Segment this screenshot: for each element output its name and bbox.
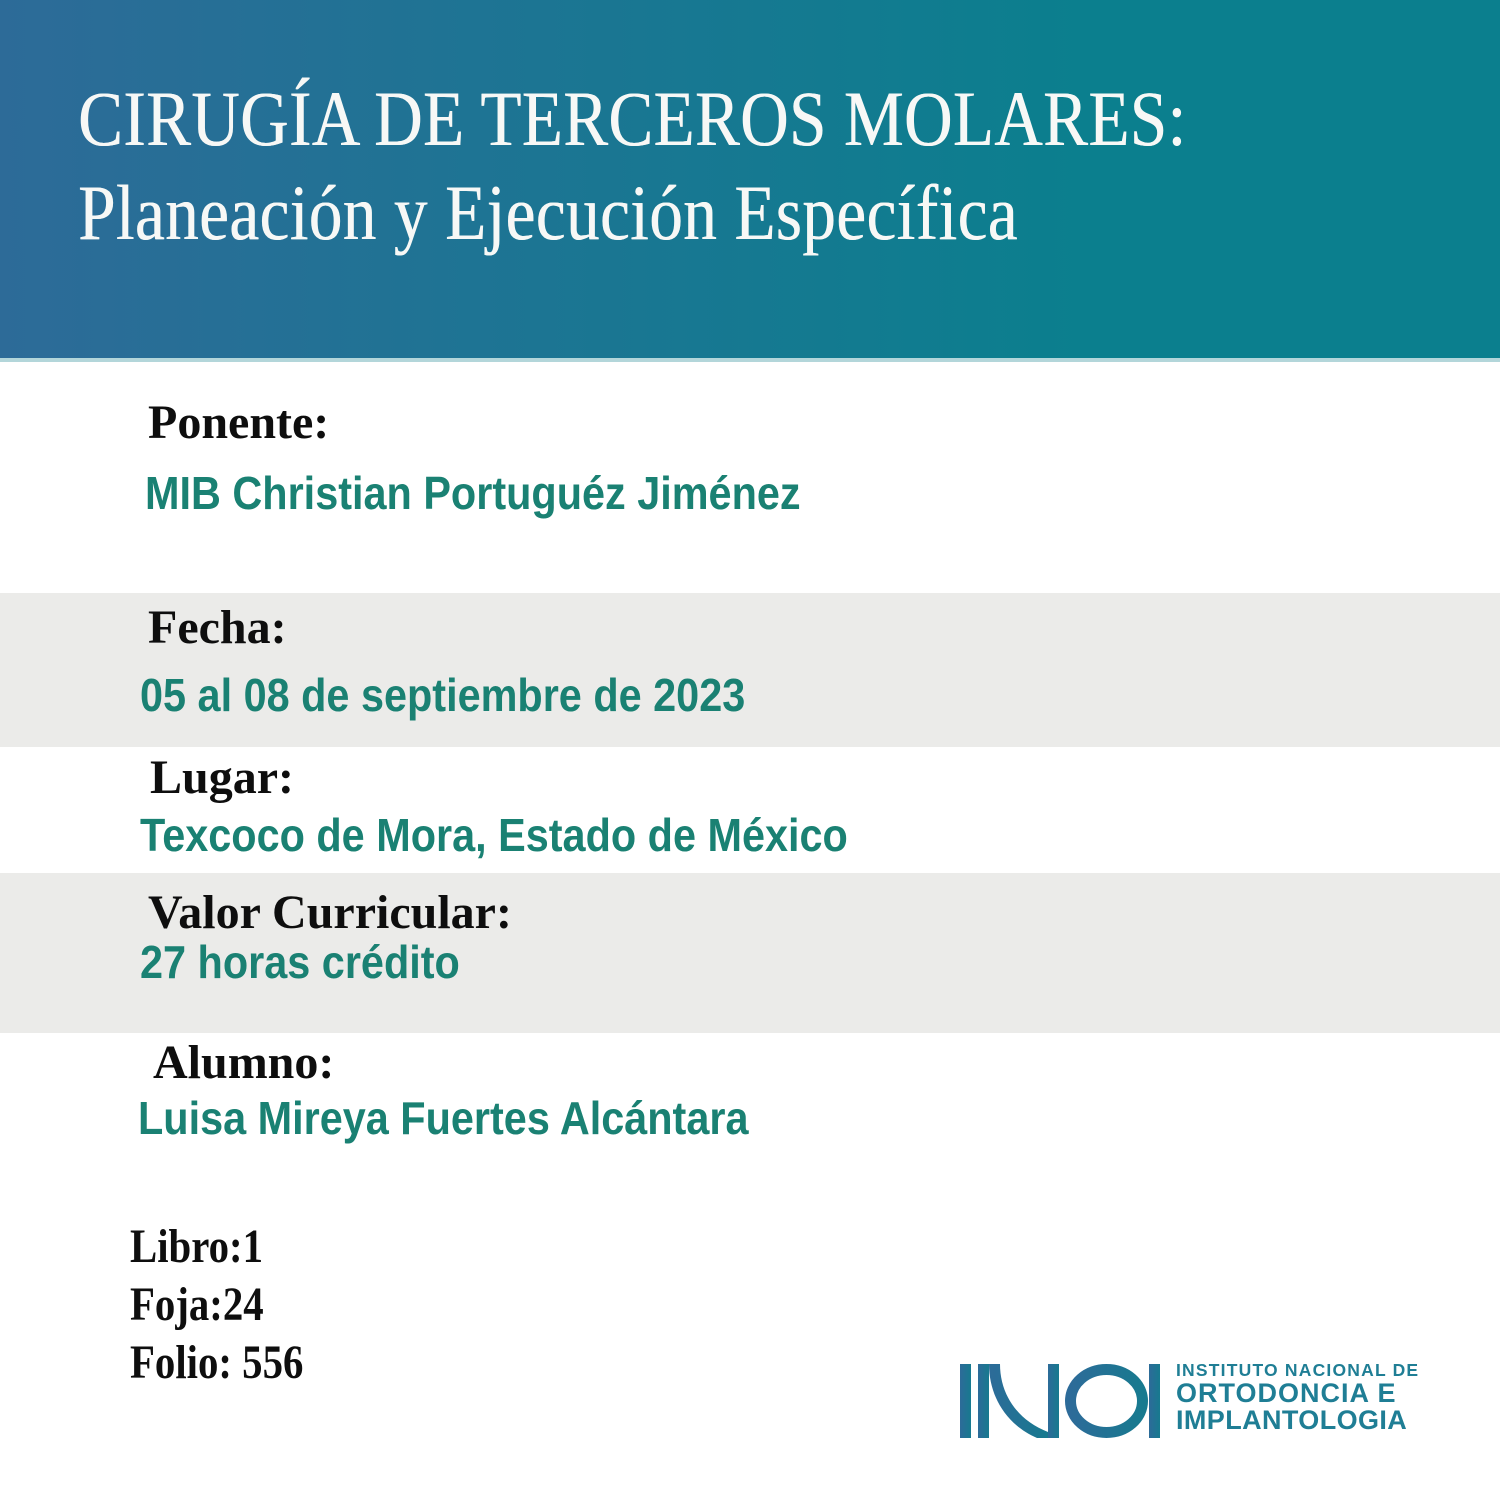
lugar-value: Texcoco de Mora, Estado de México <box>140 809 848 861</box>
ponente-label: Ponente: <box>148 396 330 449</box>
registry-folio: Folio: 556 <box>130 1336 304 1389</box>
course-title <box>78 72 1367 260</box>
course-title-line1: CIRUGÍA DE TERCEROS MOLARES: <box>78 75 1187 162</box>
registry-block <box>130 1218 303 1392</box>
logo-text-line2: ORTODONCIA E <box>1176 1378 1397 1408</box>
inoi-logo <box>960 1361 1419 1438</box>
registry-libro: Libro:1 <box>130 1220 263 1273</box>
inoi-logo-text <box>1176 1361 1419 1434</box>
course-title-line2: Planeación y Ejecución Específica <box>78 169 1018 256</box>
lugar-label: Lugar: <box>150 751 294 804</box>
valor-curricular-value: 27 horas crédito <box>140 936 460 988</box>
banner <box>0 0 1500 362</box>
logo-text-line3: IMPLANTOLOGIA <box>1176 1405 1408 1435</box>
alumno-label: Alumno: <box>153 1036 335 1089</box>
ponente-value: MIB Christian Portuguéz Jiménez <box>145 467 801 519</box>
fecha-label: Fecha: <box>148 601 287 654</box>
registry-foja: Foja:24 <box>130 1278 264 1331</box>
valor-curricular-label: Valor Curricular: <box>148 886 512 939</box>
fecha-value: 05 al 08 de septiembre de 2023 <box>140 669 746 721</box>
logo-text-line1: INSTITUTO NACIONAL DE <box>1176 1360 1420 1380</box>
alumno-value: Luisa Mireya Fuertes Alcántara <box>138 1092 749 1144</box>
inoi-logo-mark-icon <box>960 1364 1160 1438</box>
